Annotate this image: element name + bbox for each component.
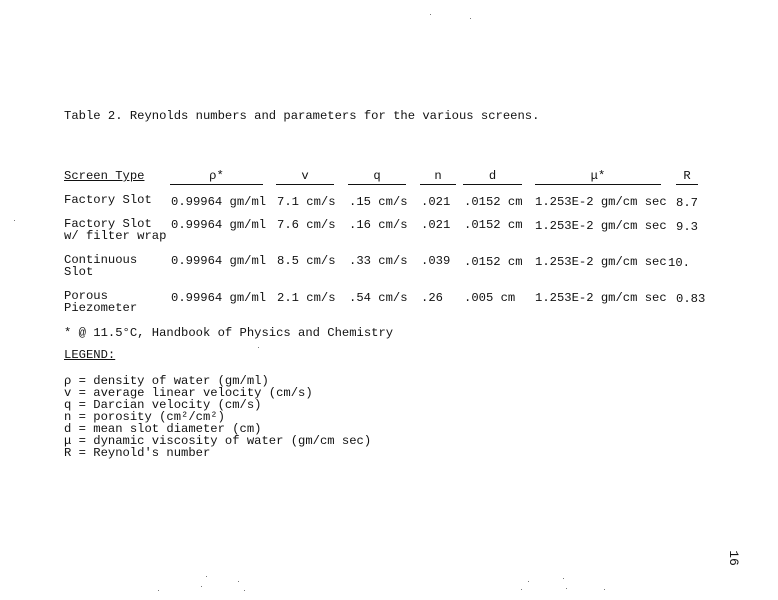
row-4-rho: 0.99964 gm/ml: [171, 291, 267, 305]
row-3-screen-line-2: Slot: [64, 265, 94, 279]
row-4-n: .26: [421, 291, 443, 305]
row-4-screen-line-1: Porous: [64, 289, 108, 303]
header-R: [676, 170, 698, 185]
header-R-label: R: [683, 169, 691, 183]
legend-item-R: R = Reynold's number: [64, 446, 211, 460]
page-number: 16: [725, 550, 741, 566]
header-v: [276, 170, 334, 185]
legend-item-d: d = mean slot diameter (cm): [64, 422, 262, 436]
legend-item-n: n = porosity (cm²/cm²): [64, 410, 225, 424]
row-1-screen-line-1: Factory Slot: [64, 193, 152, 207]
row-3-screen-line-1: Continuous: [64, 253, 138, 267]
header-q-label: q: [373, 169, 381, 183]
row-1-v: 7.1 cm/s: [277, 195, 336, 209]
row-2-screen-line-1: Factory Slot: [64, 217, 152, 231]
row-2-q: .16 cm/s: [349, 218, 408, 232]
row-3-v: 8.5 cm/s: [277, 254, 336, 268]
header-n: [420, 170, 456, 185]
row-3-q: .33 cm/s: [349, 254, 408, 268]
table-caption: Table 2. Reynolds numbers and parameters for the various screens.: [64, 109, 540, 123]
header-v-label: v: [301, 169, 309, 183]
row-1-d: .0152 cm: [464, 195, 523, 209]
row-2-screen-line-2: w/ filter wrap: [64, 229, 167, 243]
row-1-R: 8.7: [676, 196, 698, 210]
header-n-label: n: [434, 169, 442, 183]
footnote: * @ 11.5°C, Handbook of Physics and Chemistry: [64, 326, 394, 340]
legend-item-q: q = Darcian velocity (cm/s): [64, 398, 262, 412]
row-3-R: 10.: [668, 256, 690, 270]
row-4-screen-line-2: Piezometer: [64, 301, 138, 315]
row-1-rho: 0.99964 gm/ml: [171, 195, 267, 209]
row-1-mu: 1.253E-2 gm/cm sec: [535, 195, 667, 209]
legend-item-rho: ρ = density of water (gm/ml): [64, 374, 269, 388]
header-q: [348, 170, 406, 185]
row-2-n: .021: [421, 218, 451, 232]
header-mu: [535, 170, 661, 185]
legend-item-mu: μ = dynamic viscosity of water (gm/cm sec): [64, 434, 372, 448]
row-1-n: .021: [421, 195, 451, 209]
row-3-rho: 0.99964 gm/ml: [171, 254, 267, 268]
row-3-d: .0152 cm: [464, 255, 523, 269]
header-mu-label: μ*: [590, 169, 606, 183]
legend-title: LEGEND:: [64, 348, 116, 362]
header-d: [463, 170, 522, 185]
row-2-R: 9.3: [676, 220, 698, 234]
row-4-d: .005 cm: [464, 291, 516, 305]
row-2-mu: 1.253E-2 gm/cm sec: [535, 219, 667, 233]
row-4-v: 2.1 cm/s: [277, 291, 336, 305]
legend-item-v: v = average linear velocity (cm/s): [64, 386, 313, 400]
row-1-q: .15 cm/s: [349, 195, 408, 209]
row-2-d: .0152 cm: [464, 218, 523, 232]
row-4-q: .54 cm/s: [349, 291, 408, 305]
header-rho-label: ρ*: [209, 169, 224, 183]
header-screen-type: Screen Type: [64, 169, 145, 183]
row-3-mu: 1.253E-2 gm/cm sec: [535, 255, 667, 269]
row-3-n: .039: [421, 254, 451, 268]
row-4-R: 0.83: [676, 292, 706, 306]
header-d-label: d: [488, 169, 497, 183]
header-rho: [170, 170, 263, 185]
row-4-mu: 1.253E-2 gm/cm sec: [535, 291, 667, 305]
row-2-rho: 0.99964 gm/ml: [171, 218, 267, 232]
row-2-v: 7.6 cm/s: [277, 218, 336, 232]
